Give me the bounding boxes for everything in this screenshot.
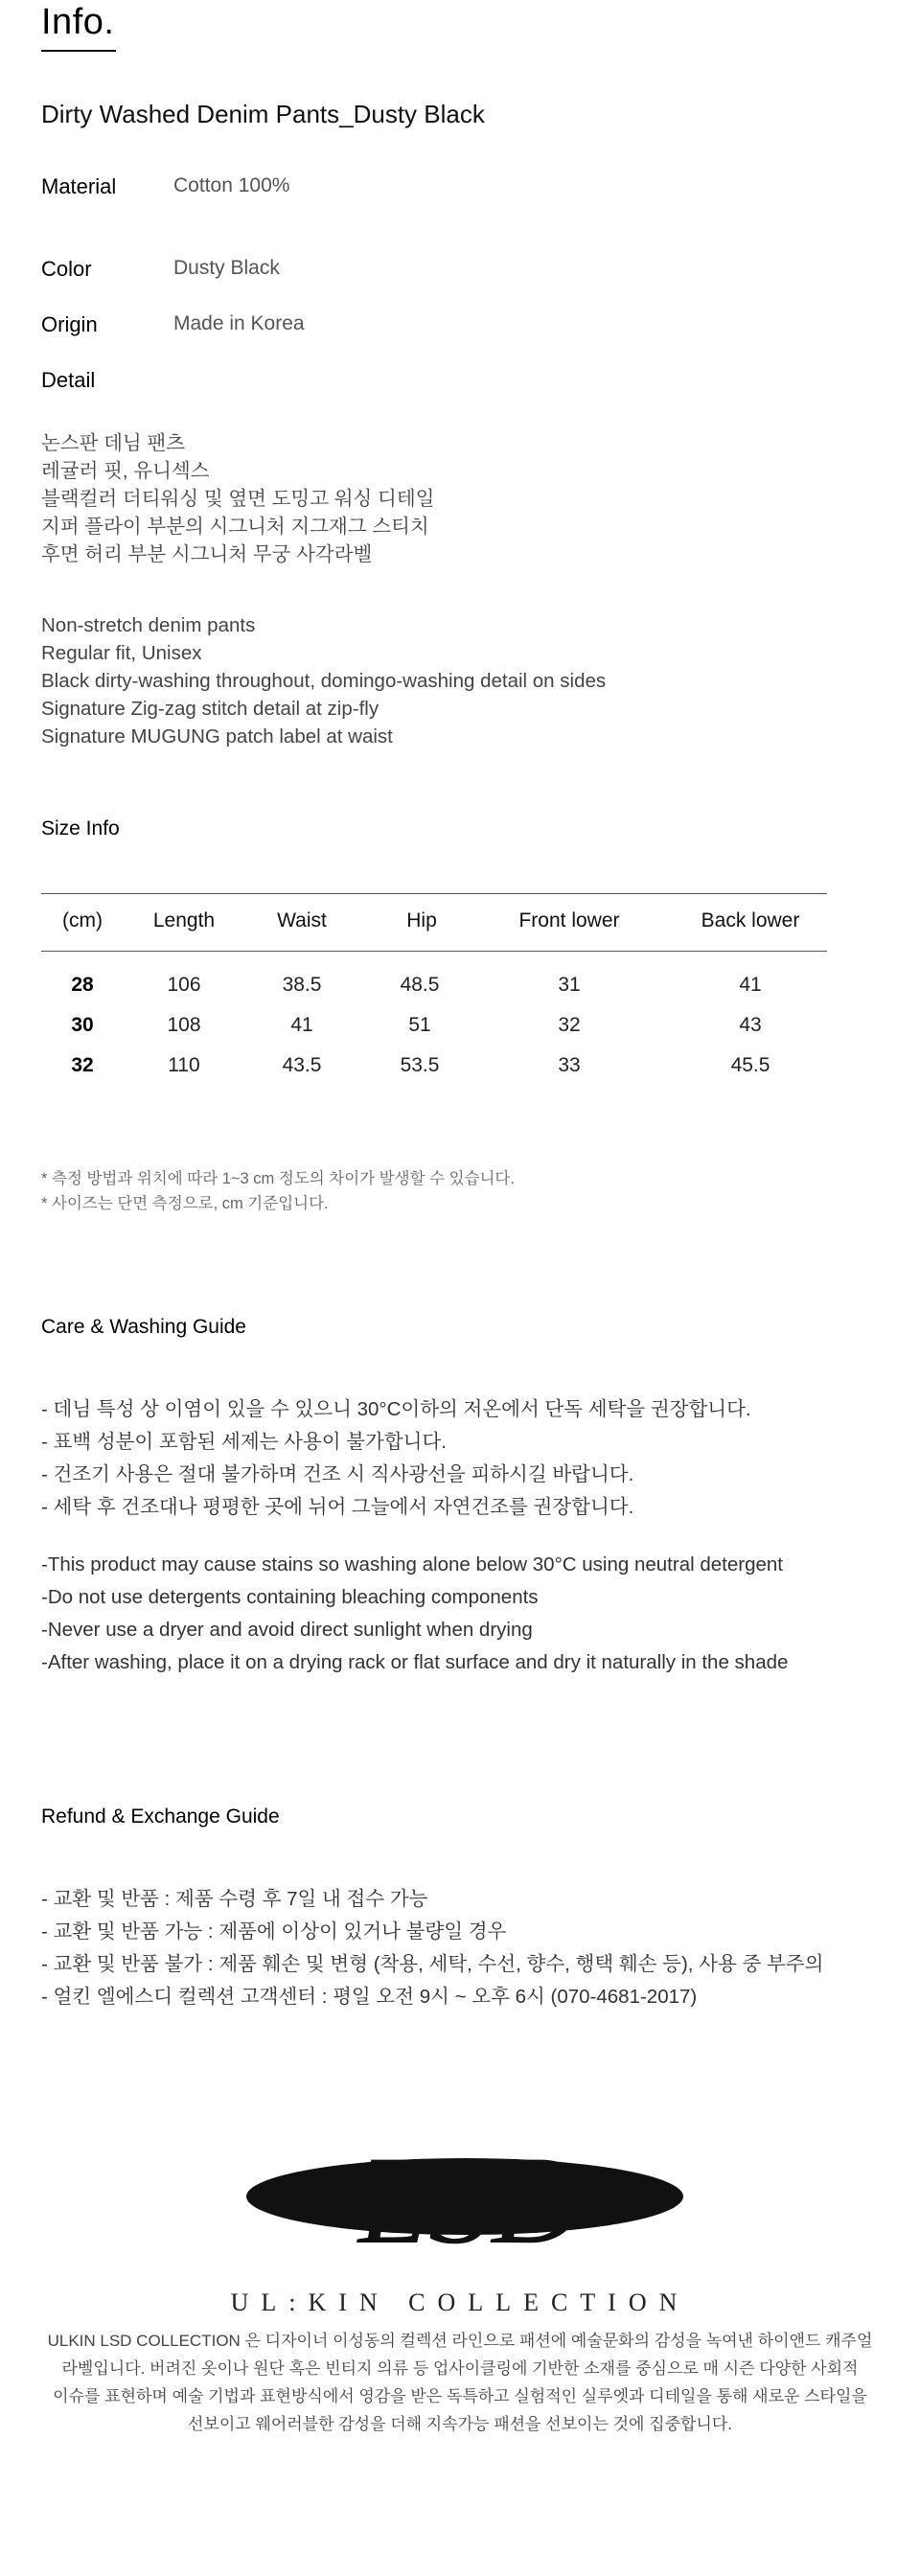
- table-cell: 41: [739, 974, 762, 996]
- size-note: * 측정 방법과 위치에 따라 1~3 cm 정도의 차이가 발생할 수 있습니다.: [41, 1170, 515, 1187]
- table-cell: 43.5: [282, 1054, 322, 1076]
- care-kr-line: - 세탁 후 건조대나 평평한 곳에 뉘어 그늘에서 자연건조를 권장합니다.: [41, 1496, 634, 1518]
- detail-en-line: Signature Zig-zag stitch detail at zip-fly: [41, 698, 380, 720]
- detail-kr-line: 레귤러 핏, 유니섹스: [41, 460, 210, 482]
- detail-en-line: Non-stretch denim pants: [41, 614, 256, 636]
- table-cell: 48.5: [400, 974, 440, 996]
- detail-en-line: Regular fit, Unisex: [41, 642, 202, 664]
- info-underline: [41, 50, 116, 52]
- table-cell: 31: [558, 974, 581, 996]
- table-cell: 33: [558, 1054, 581, 1076]
- table-cell: 32: [558, 1014, 581, 1036]
- lsd-logo: [244, 2129, 685, 2264]
- table-cell: 43: [739, 1014, 762, 1036]
- table-cell: 38.5: [282, 974, 322, 996]
- detail-kr-line: 지퍼 플라이 부분의 시그니처 지그재그 스티치: [41, 516, 429, 538]
- table-cell: 32: [71, 1054, 94, 1076]
- care-en-line: -Never use a dryer and avoid direct sunlight when drying: [41, 1619, 533, 1641]
- info-title: Info.: [41, 2, 115, 42]
- material-label: Material: [41, 174, 117, 198]
- table-cell: 106: [167, 974, 201, 996]
- brand-about-line: 이슈를 표현하며 예술 기법과 표현방식에서 영감을 받은 독특하고 실험적인 실루엣과 디테일을 통해 새로운 스타일을: [53, 2387, 867, 2405]
- table-cell: 28: [71, 974, 94, 996]
- table-cell: 45.5: [730, 1054, 770, 1076]
- detail-en-line: Black dirty-washing throughout, domingo-washing detail on sides: [41, 670, 607, 692]
- table-header-cell: Length: [152, 909, 216, 932]
- table-cell: 41: [290, 1014, 313, 1036]
- table-header-cell: (cm): [62, 909, 103, 932]
- size-note: * 사이즈는 단면 측정으로, cm 기준입니다.: [41, 1195, 329, 1212]
- brand-about-line: 선보이고 웨어러블한 감성을 더해 지속가능 패션을 선보이는 것에 집중합니다.: [187, 2415, 732, 2433]
- table-cell: 110: [168, 1054, 200, 1076]
- table-header-cell: Back lower: [701, 909, 800, 932]
- table-cell: 30: [71, 1014, 94, 1036]
- table-cell: 51: [408, 1014, 431, 1036]
- refund-line: - 교환 및 반품 : 제품 수령 후 7일 내 접수 가능: [41, 1888, 428, 1910]
- brand-about-line: 라벨입니다. 버려진 옷이나 원단 혹은 빈티지 의류 등 업사이클링에 기반한 소재를 중심으로 매 시즌 다양한 사회적: [61, 2359, 859, 2378]
- lsd-logo-text: LSD: [357, 2129, 584, 2264]
- brand-about-line: ULKIN LSD COLLECTION 은 디자이너 이성동의 컬렉션 라인으로 패션에 예술문화의 감성을 녹여낸 하이앤드 캐주얼: [47, 2332, 873, 2350]
- refund-line: - 얼킨 엘에스디 컬렉션 고객센터 : 평일 오전 9시 ~ 오후 6시 (070-4681-2017): [41, 1986, 698, 2008]
- table-cell: 108: [167, 1014, 201, 1036]
- refund-line: - 교환 및 반품 가능 : 제품에 이상이 있거나 불량일 경우: [41, 1920, 507, 1943]
- care-kr-line: - 데님 특성 상 이염이 있을 수 있으니 30°C이하의 저온에서 단독 세탁을 권장합니다.: [41, 1398, 751, 1420]
- brand-about: [38, 2327, 882, 2438]
- detail-en-line: Signature MUGUNG patch label at waist: [41, 725, 393, 748]
- collection-wordmark: UL:KIN COLLECTION: [230, 2288, 690, 2316]
- detail-kr-line: 블랙컬러 더티워싱 및 옆면 도밍고 워싱 디테일: [41, 488, 435, 510]
- size-info-title: Size Info: [41, 817, 120, 840]
- color-label: Color: [41, 257, 92, 281]
- table-header-cell: Waist: [277, 909, 327, 932]
- table-cell: 53.5: [400, 1054, 440, 1076]
- table-header-rule: [41, 951, 827, 952]
- origin-label: Origin: [41, 312, 98, 336]
- refund-line: - 교환 및 반품 불가 : 제품 훼손 및 변형 (착용, 세탁, 수선, 향수, 행택 훼손 등), 사용 중 부주의: [41, 1953, 824, 1975]
- care-en-line: -After washing, place it on a drying rack or flat surface and dry it naturally in the shade: [41, 1651, 789, 1673]
- table-header-cell: Hip: [406, 909, 437, 932]
- origin-value: Made in Korea: [173, 312, 305, 334]
- care-en-line: -Do not use detergents containing bleaching components: [41, 1586, 539, 1608]
- material-value: Cotton 100%: [173, 174, 290, 196]
- detail-kr-line: 후면 허리 부분 시그니처 무궁 사각라벨: [41, 543, 373, 565]
- care-en-line: -This product may cause stains so washing alone below 30°C using neutral detergent: [41, 1553, 783, 1576]
- detail-kr-line: 논스판 데님 팬츠: [41, 432, 186, 454]
- refund-guide-title: Refund & Exchange Guide: [41, 1806, 280, 1828]
- detail-label: Detail: [41, 368, 96, 392]
- care-kr-line: - 표백 성분이 포함된 세제는 사용이 불가합니다.: [41, 1431, 447, 1453]
- care-kr-line: - 건조기 사용은 절대 불가하며 건조 시 직사광선을 피하시길 바랍니다.: [41, 1463, 634, 1485]
- care-guide-title: Care & Washing Guide: [41, 1316, 246, 1338]
- product-name: Dirty Washed Denim Pants_Dusty Black: [41, 100, 485, 128]
- table-header-cell: Front lower: [518, 909, 620, 932]
- color-value: Dusty Black: [173, 257, 280, 279]
- table-top-rule: [41, 893, 827, 894]
